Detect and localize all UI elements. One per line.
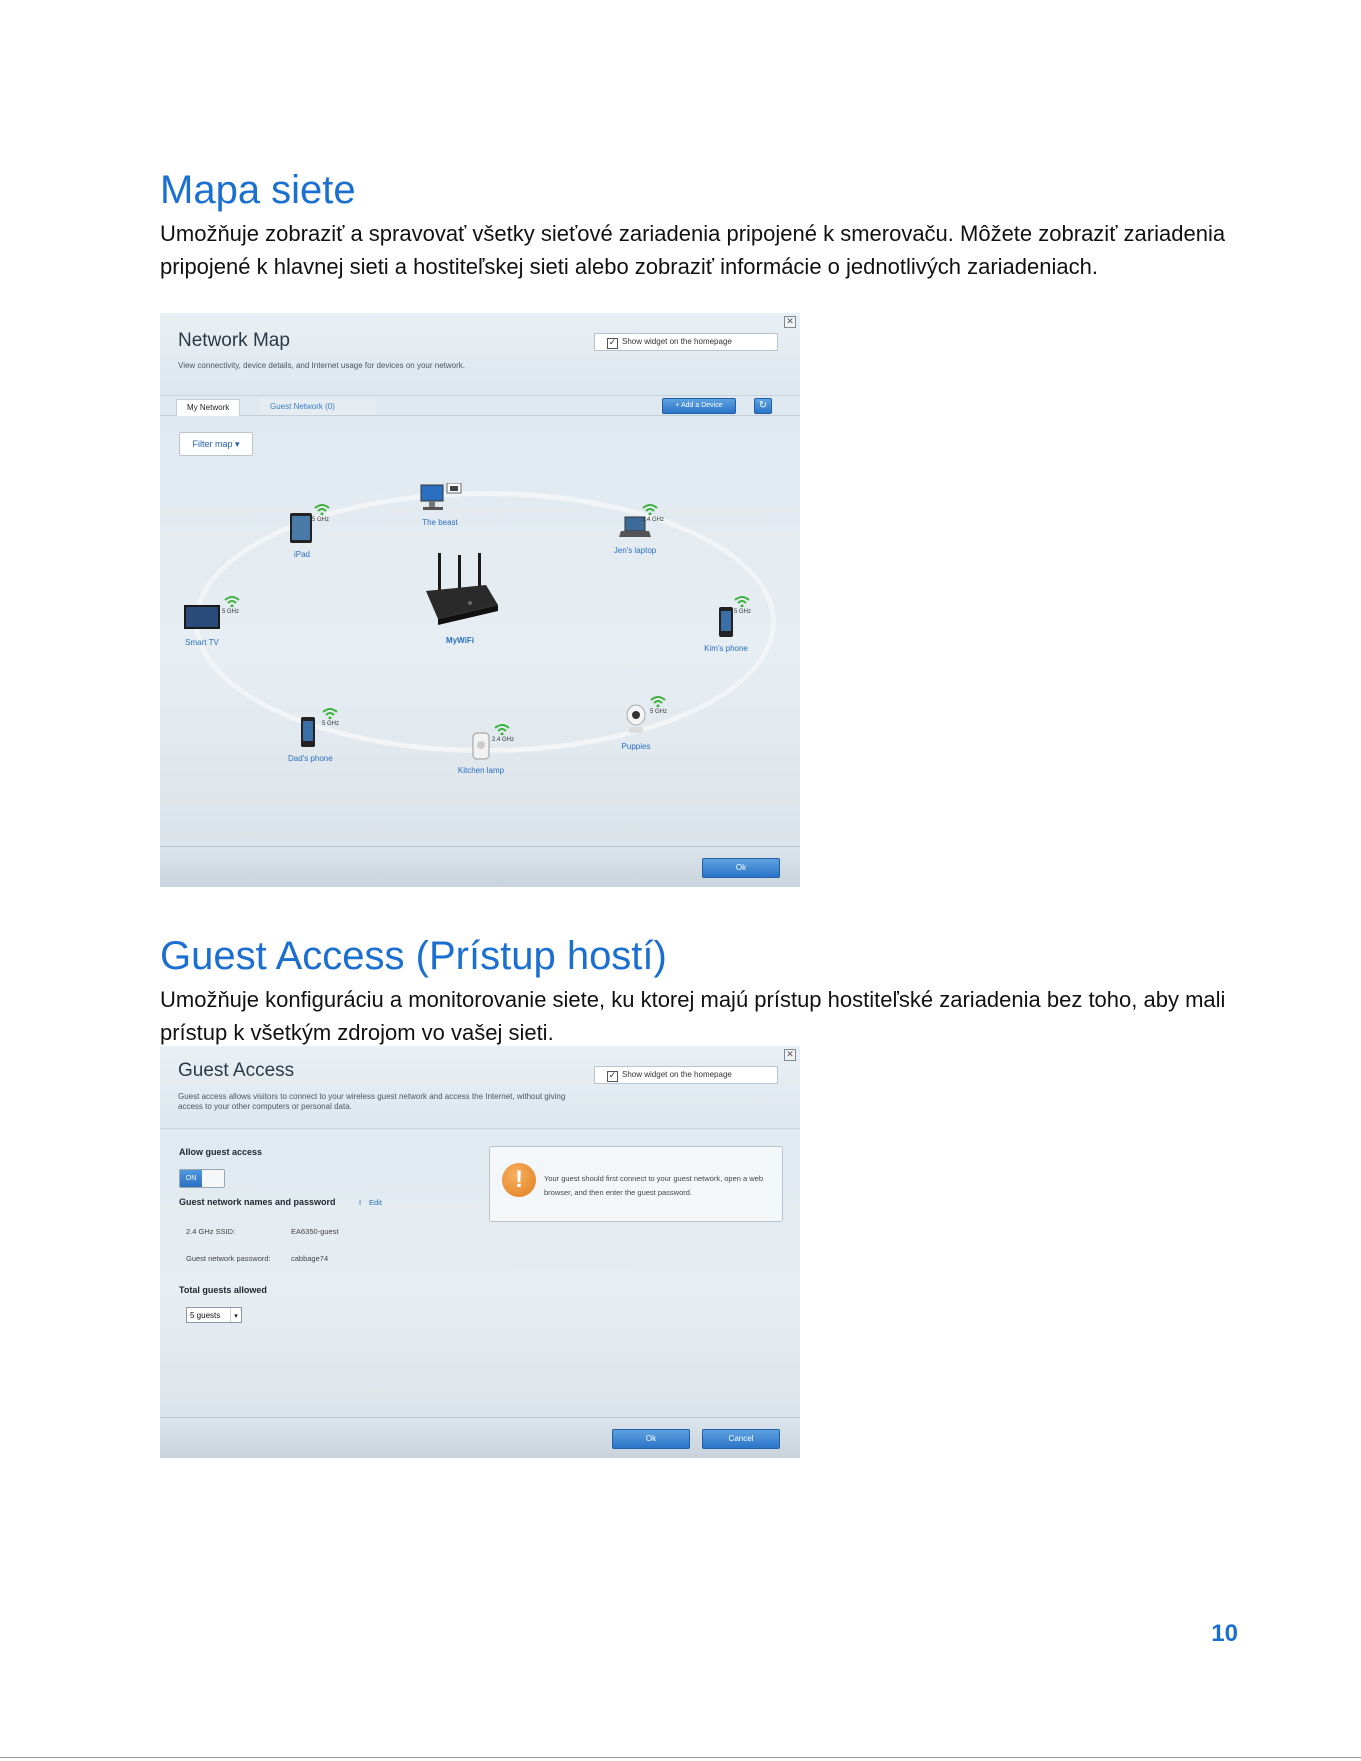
guest-access-footer	[160, 1417, 800, 1458]
section-paragraph-guest-access: Umožňuje konfiguráciu a monitorovanie siete, ku ktorej majú prístup hostiteľské zariadenia bez toho, aby mali prístup k všetkým zdrojom vo vašej sieti.	[160, 987, 1226, 1045]
section-heading-network-map: Mapa siete	[160, 168, 356, 212]
toggle-on-label: ON	[180, 1170, 202, 1187]
chevron-down-icon: ▾	[235, 439, 240, 449]
smart-plug-icon	[469, 731, 493, 761]
wifi-icon	[734, 595, 750, 607]
wifi-icon	[314, 503, 330, 515]
edit-link[interactable]: Edit	[369, 1198, 382, 1207]
wifi-icon	[650, 695, 666, 707]
filter-map-button[interactable]	[179, 432, 253, 456]
cancel-button[interactable]: Cancel	[702, 1429, 780, 1449]
section-heading-guest-access: Guest Access (Prístup hostí)	[160, 934, 667, 978]
total-guests-value: 5 guests	[190, 1311, 221, 1320]
filter-map-label: Filter map	[192, 439, 233, 449]
chevron-down-icon: ▾	[230, 1308, 241, 1322]
total-guests-select[interactable]	[186, 1307, 242, 1323]
password-value: cabbage74	[291, 1254, 329, 1263]
wifi-icon	[224, 595, 240, 607]
camera-icon	[623, 703, 649, 737]
page-bottom-rule	[0, 1757, 1361, 1758]
device-node[interactable]	[282, 511, 330, 559]
band-label: 5 GHz	[734, 609, 752, 615]
guest-access-screenshot	[160, 1046, 800, 1458]
band-label: 5 GHz	[322, 721, 340, 727]
close-icon[interactable]: ✕	[784, 1049, 796, 1061]
show-widget-checkbox[interactable]	[594, 333, 778, 351]
device-name: Jen's laptop	[613, 546, 657, 555]
band-label: 2.4 GHz	[492, 737, 515, 743]
show-widget-label: Show widget on the homepage	[622, 337, 732, 346]
network-map-screenshot	[160, 313, 800, 887]
password-label: Guest network password:	[186, 1254, 271, 1263]
separator: I	[359, 1198, 362, 1207]
page-title: Network Map	[178, 330, 290, 351]
device-name: The beast	[422, 518, 458, 527]
router-icon	[420, 553, 500, 629]
network-map-footer	[160, 846, 800, 887]
network-tabs	[160, 395, 800, 416]
router-node[interactable]	[420, 553, 500, 645]
ssid-value: EA6350-guest	[291, 1227, 339, 1236]
page-subtitle: Guest access allows visitors to connect to your wireless guest network and access the Internet, without giving access to your other computers or personal data.	[178, 1092, 566, 1111]
guest-access-header	[160, 1046, 800, 1129]
band-label: 5 GHz	[650, 709, 668, 715]
device-name: Kim's phone	[704, 644, 748, 653]
ok-button[interactable]: Ok	[702, 858, 780, 878]
warning-icon: !	[502, 1163, 536, 1197]
device-node[interactable]	[456, 731, 515, 775]
show-widget-checkbox[interactable]	[594, 1066, 778, 1084]
guest-network-names-label: Guest network names and password	[179, 1197, 336, 1207]
band-label: 5 GHz	[312, 517, 330, 523]
info-text: Your guest should first connect to your guest network, open a web browser, and then enter the guest password.	[544, 1174, 764, 1197]
device-name: Dad's phone	[288, 754, 333, 763]
total-guests-label: Total guests allowed	[179, 1285, 267, 1295]
refresh-icon[interactable]: ↻	[754, 398, 772, 414]
network-map-header	[160, 313, 800, 396]
device-node[interactable]	[182, 603, 240, 647]
show-widget-label: Show widget on the homepage	[622, 1070, 732, 1079]
device-node[interactable]	[616, 703, 668, 751]
device-name: Puppies	[621, 742, 651, 751]
device-node[interactable]	[410, 483, 470, 527]
plus-icon: +	[675, 402, 681, 409]
close-icon[interactable]: ✕	[784, 316, 796, 328]
desktop-icon	[415, 483, 465, 513]
allow-guest-access-label: Allow guest access	[179, 1147, 263, 1157]
device-node[interactable]	[704, 605, 752, 653]
page-number: 10	[1211, 1620, 1238, 1647]
tv-icon	[182, 603, 222, 633]
device-node[interactable]	[608, 513, 665, 555]
device-name: Smart TV	[185, 638, 219, 647]
page-title: Guest Access	[178, 1060, 295, 1081]
device-name: iPad	[293, 550, 310, 559]
guest-access-toggle[interactable]	[179, 1169, 225, 1188]
page-subtitle: View connectivity, device details, and Internet usage for devices on your network.	[178, 361, 465, 370]
wifi-icon	[494, 723, 510, 735]
tab-guest-network[interactable]: Guest Network (0)	[260, 399, 376, 415]
band-label: 5 GHz	[222, 609, 240, 615]
checkbox-check-icon[interactable]: ✓	[608, 1071, 617, 1081]
ssid-label: 2.4 GHz SSID:	[186, 1227, 236, 1236]
add-device-button[interactable]	[662, 398, 736, 414]
device-name: Kitchen lamp	[457, 766, 505, 775]
band-label: 2.4 GHz	[642, 517, 665, 523]
router-name: MyWiFi	[446, 636, 474, 645]
info-box	[489, 1146, 783, 1222]
ok-button[interactable]: Ok	[612, 1429, 690, 1449]
device-node[interactable]	[288, 715, 340, 763]
phone-icon	[297, 715, 319, 749]
add-device-label: Add a Device	[681, 402, 723, 409]
checkbox-check-icon[interactable]: ✓	[608, 338, 617, 348]
wifi-icon	[322, 707, 338, 719]
wifi-icon	[642, 503, 658, 515]
tab-my-network[interactable]: My Network	[176, 399, 240, 416]
section-paragraph-network-map: Umožňuje zobraziť a spravovať všetky sieťové zariadenia pripojené k smerovaču. Môžete zobraziť zariadenia pripojené k hlavnej sieti a hostiteľskej sieti alebo zobraziť informácie o jednotlivých zariadeniach.	[160, 221, 1226, 279]
